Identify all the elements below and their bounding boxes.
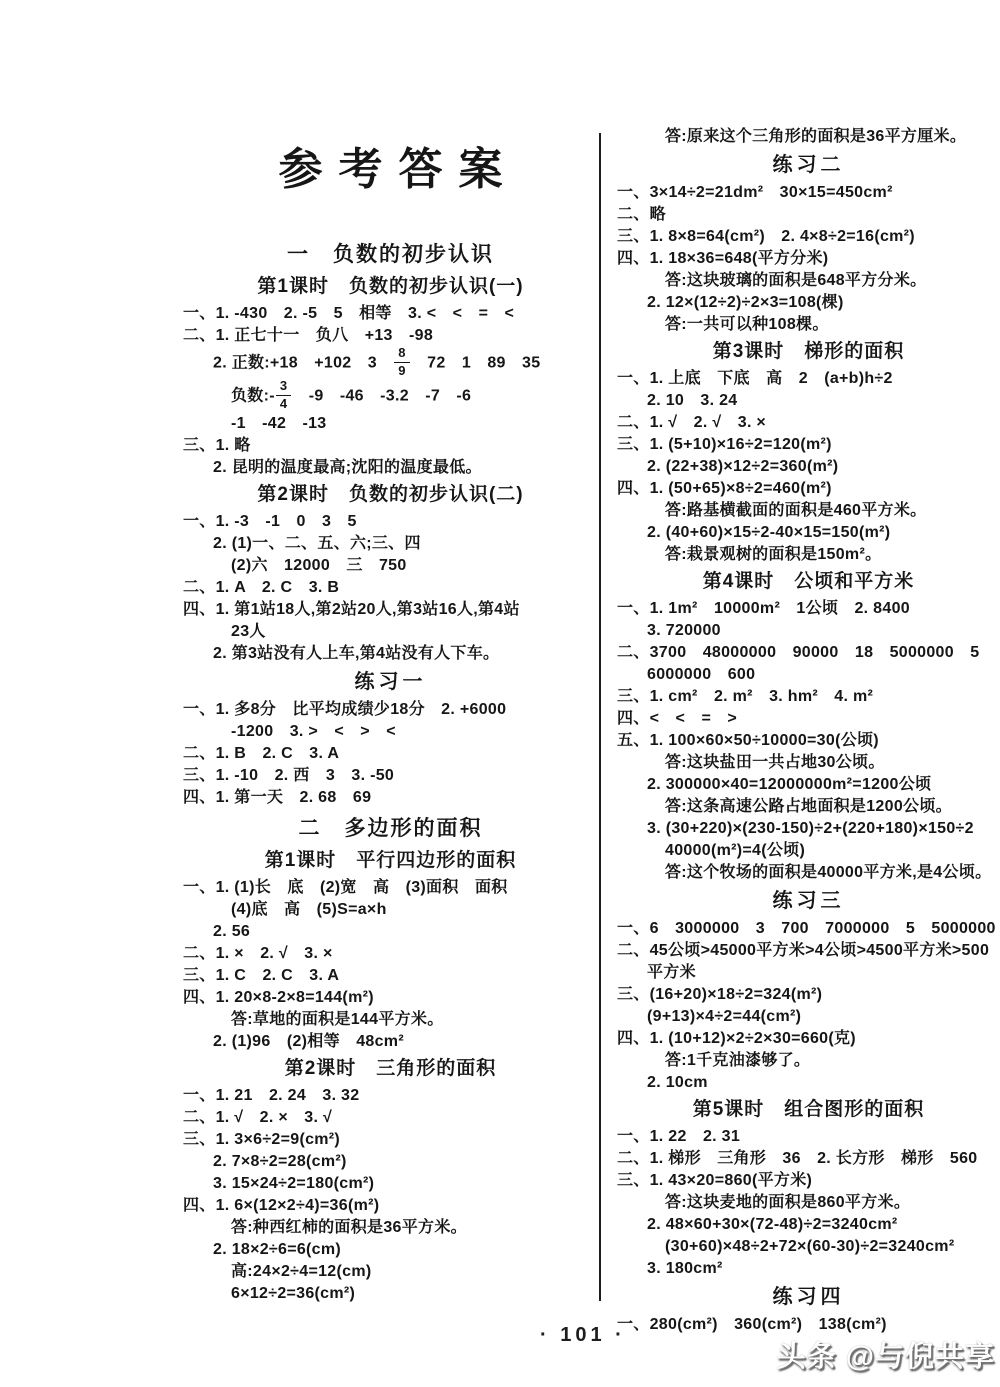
answer-line: 3. 720000 xyxy=(647,622,721,639)
answer-line: 2. 第3站没有人上车,第4站没有人下车。 xyxy=(213,644,500,662)
lesson-heading: 第2课时 负数的初步认识(二) xyxy=(257,483,524,505)
answer-line: 一、1. 1m² 10000m² 1公顷 2. 8400 xyxy=(617,600,910,617)
answer-line: 一、1. -3 -1 0 3 5 xyxy=(183,512,357,530)
answers-column-right xyxy=(617,126,1000,1336)
answer-line: 三、1. 3×6÷2=9(cm²) xyxy=(183,1130,341,1148)
answer-line: 二、略 xyxy=(617,206,666,223)
answer-line: 平方米 xyxy=(647,964,696,981)
answer-line: 四、1. 18×36=648(平方分米) xyxy=(617,250,829,267)
answer-line: 四、< < = > xyxy=(617,710,738,727)
answer-line: 负数:- $\frac{3}{4}$ -9 -46 -3.2 -7 -6 xyxy=(231,377,472,411)
answer-line: 2. (22+38)×12÷2=360(m²) xyxy=(647,458,839,475)
answer-line: 2. 昆明的温度最高;沈阳的温度最低。 xyxy=(213,458,482,476)
answer-line: 40000(m²)=4(公顷) xyxy=(665,842,806,859)
answer-line: 二、3700 48000000 90000 18 5000000 5 xyxy=(617,644,980,661)
answer-line: 一、280(cm²) 360(cm²) 138(cm²) xyxy=(617,1316,887,1333)
lesson-heading: 第2课时 三角形的面积 xyxy=(284,1057,497,1079)
answer-line: 二、1. √ 2. √ 3. × xyxy=(617,414,767,431)
answer-line: 三、(16+20)×18÷2=324(m²) xyxy=(617,986,823,1003)
column-divider xyxy=(599,133,601,1301)
answer-line: -1 -42 -13 xyxy=(231,414,327,432)
answer-line: 二、1. 梯形 三角形 36 2. 长方形 梯形 560 xyxy=(617,1150,978,1167)
answer-line: 2. 18×2÷6=6(cm) xyxy=(213,1240,342,1258)
answer-line: 四、1. (50+65)×8÷2=460(m²) xyxy=(617,480,832,497)
answer-line: 一、1. 21 2. 24 3. 32 xyxy=(183,1086,360,1104)
watermark: 头条 @与倪共享 xyxy=(776,1341,995,1373)
answer-line: 答:这块玻璃的面积是648平方分米。 xyxy=(665,272,927,289)
answer-line: 2. 10 3. 24 xyxy=(647,392,738,409)
lesson-heading: 第5课时 组合图形的面积 xyxy=(692,1099,925,1120)
practice-heading: 练习四 xyxy=(772,1286,845,1308)
answer-line: 四、1. 6×(12×2÷4)=36(m²) xyxy=(183,1196,380,1214)
fraction: $\frac{3}{4}$ xyxy=(276,379,292,412)
answer-line: 三、1. cm² 2. m² 3. hm² 4. m² xyxy=(617,688,874,705)
answer-line: 二、1. 正七十一 负八 +13 -98 xyxy=(183,327,434,344)
answer-line: 三、1. 略 xyxy=(183,436,251,454)
lesson-heading: 第4课时 公顷和平方米 xyxy=(702,571,915,592)
answer-line: 答:种西红柿的面积是36平方米。 xyxy=(231,1218,467,1236)
answer-line: 四、1. 20×8-2×8=144(m²) xyxy=(183,988,374,1006)
answer-line: 四、1. (10+12)×2÷2×30=660(克) xyxy=(617,1030,856,1047)
answer-line: 6000000 600 xyxy=(647,666,756,683)
practice-heading: 练习一 xyxy=(354,670,427,693)
answer-line: 一、6 3000000 3 700 7000000 5 5000000 xyxy=(617,920,996,937)
answer-line: 一、1. (1)长 底 (2)宽 高 (3)面积 面积 xyxy=(183,878,508,896)
answer-line: 2. 300000×40=12000000m²=1200公顷 xyxy=(647,776,932,793)
answer-line: 高:24×2÷4=12(cm) xyxy=(231,1262,372,1280)
answer-line: 2. 48×60+30×(72-48)÷2=3240cm² xyxy=(647,1216,898,1233)
answer-line: (30+60)×48÷2+72×(60-30)÷2=3240cm² xyxy=(665,1238,955,1255)
answer-line: 3. (30+220)×(230-150)÷2+(220+180)×150÷2 xyxy=(647,820,974,837)
practice-heading: 练习二 xyxy=(772,154,845,176)
lesson-heading: 第1课时 负数的初步认识(一) xyxy=(257,276,524,297)
answer-line: 3. 15×24÷2=180(cm²) xyxy=(213,1174,375,1192)
answer-line: 答:这个牧场的面积是40000平方米,是4公顷。 xyxy=(665,864,992,881)
answer-line: -1200 3. > < > < xyxy=(231,722,396,740)
answers-column-left xyxy=(183,140,598,1305)
answer-line: 答:草地的面积是144平方米。 xyxy=(231,1010,444,1028)
page-number: · 101 · xyxy=(540,1324,626,1346)
answer-line: 三、1. C 2. C 3. A xyxy=(183,966,340,984)
answer-line: 2. 10cm xyxy=(647,1074,708,1091)
answer-line: (2)六 12000 三 750 xyxy=(231,556,407,574)
answer-line: 答:一共可以种108棵。 xyxy=(665,316,829,333)
answer-line: 6×12÷2=36(cm²) xyxy=(231,1284,356,1302)
answer-line: 答:1千克油漆够了。 xyxy=(665,1052,811,1069)
answer-line: 答:原来这个三角形的面积是36平方厘米。 xyxy=(665,128,967,145)
practice-heading: 练习三 xyxy=(772,890,845,912)
answer-line: 2. 7×8÷2=28(cm²) xyxy=(213,1152,347,1170)
page-title: 参考答案 xyxy=(278,144,519,195)
answer-line: 一、1. 多8分 比平均成绩少18分 2. +6000 xyxy=(183,700,507,718)
answer-line: 2. 12×(12÷2)÷2×3=108(棵) xyxy=(647,294,844,311)
answer-line: 2. 56 xyxy=(213,922,251,940)
answer-line: 答:这条高速公路占地面积是1200公顷。 xyxy=(665,798,952,815)
answer-line: 一、3×14÷2=21dm² 30×15=450cm² xyxy=(617,184,893,201)
answer-line: 23人 xyxy=(231,622,266,640)
answer-line: 二、1. √ 2. × 3. √ xyxy=(183,1108,333,1126)
answer-line: 二、1. A 2. C 3. B xyxy=(183,578,340,596)
answer-line: 三、1. 8×8=64(cm²) 2. 4×8÷2=16(cm²) xyxy=(617,228,915,245)
answer-line: 答:栽景观树的面积是150m²。 xyxy=(665,546,882,563)
lesson-heading: 第1课时 平行四边形的面积 xyxy=(264,849,517,871)
answer-line: 2. (1)96 (2)相等 48cm² xyxy=(213,1032,404,1050)
answer-line: 答:这块麦地的面积是860平方米。 xyxy=(665,1194,911,1211)
answer-line: 四、1. 第一天 2. 68 69 xyxy=(183,788,372,806)
answer-line: 二、1. B 2. C 3. A xyxy=(183,744,340,762)
answer-line: 三、1. -10 2. 西 3 3. -50 xyxy=(183,766,395,784)
answer-line: (4)底 高 (5)S=a×h xyxy=(231,900,387,918)
answer-line: 2. (40+60)×15÷2-40×15=150(m²) xyxy=(647,524,891,541)
answer-line: 3. 180cm² xyxy=(647,1260,723,1277)
fraction: $\frac{8}{9}$ xyxy=(394,346,410,379)
answer-line: 五、1. 100×60×50÷10000=30(公顷) xyxy=(617,732,879,749)
unit-heading: 一 负数的初步认识 xyxy=(287,243,494,266)
answer-line: 一、1. -430 2. -5 5 相等 3. < < = < xyxy=(183,305,515,322)
lesson-heading: 第3课时 梯形的面积 xyxy=(712,341,905,362)
answer-line: 2. (1)一、二、五、六;三、四 xyxy=(213,534,421,552)
answer-line: 答:路基横截面的面积是460平方米。 xyxy=(665,502,927,519)
answer-line: 答:这块盐田一共占地30公顷。 xyxy=(665,754,885,771)
answer-line: 一、1. 上底 下底 高 2 (a+b)h÷2 xyxy=(617,370,893,387)
answer-line: (9+13)×4÷2=44(cm²) xyxy=(647,1008,802,1025)
answer-line: 三、1. 43×20=860(平方米) xyxy=(617,1172,813,1189)
answer-line: 四、1. 第1站18人,第2站20人,第3站16人,第4站 xyxy=(183,600,520,618)
answer-line: 三、1. (5+10)×16÷2=120(m²) xyxy=(617,436,832,453)
answer-line: 一、1. 22 2. 31 xyxy=(617,1128,741,1145)
answer-line: 2. 正数:+18 +102 3 $\frac{8}{9}$ 72 1 89 35 xyxy=(213,345,541,378)
unit-heading: 二 多边形的面积 xyxy=(298,816,483,840)
answer-line: 二、1. × 2. √ 3. × xyxy=(183,944,333,962)
answer-line: 二、45公顷>45000平方米>4公顷>4500平方米>500 xyxy=(617,942,990,959)
